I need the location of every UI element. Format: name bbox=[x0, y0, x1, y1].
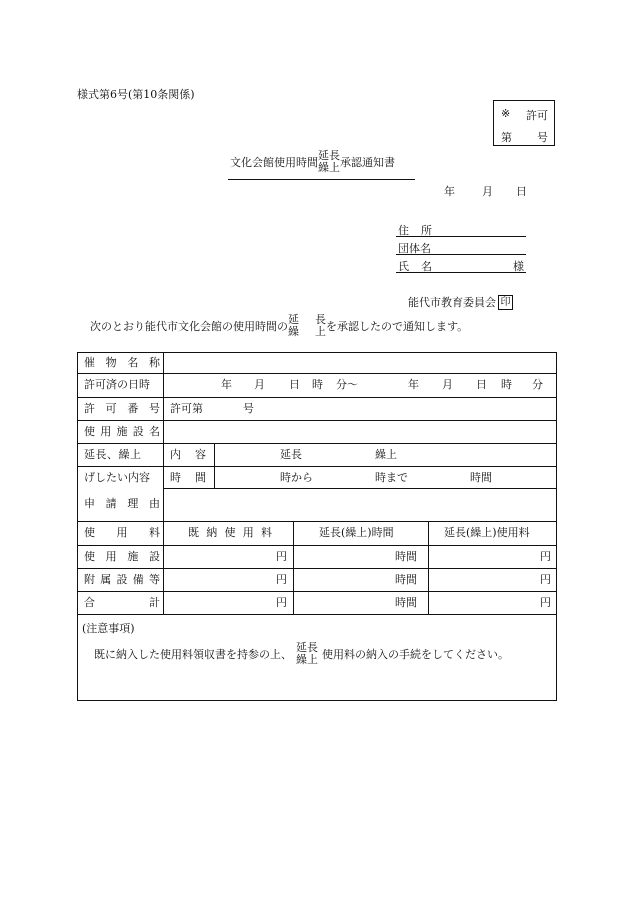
intro-text: 次のとおり能代市文化会館の使用時間の 延 長 繰 上 を承認したので通知します。 bbox=[90, 313, 469, 338]
fee-equipment-hours: 時間 bbox=[395, 573, 417, 586]
permit-stamp-box bbox=[493, 100, 555, 146]
fee-equipment-yen2: 円 bbox=[540, 573, 551, 586]
header-ext-time: 延長(繰上)時間 bbox=[319, 526, 394, 539]
label-time: 時 間 bbox=[170, 471, 206, 484]
label-fee-total: 合 計 bbox=[84, 596, 160, 609]
date-year: 年 bbox=[444, 185, 455, 198]
notes-heading: (注意事項) bbox=[82, 622, 135, 635]
title-extend: 延長 bbox=[318, 149, 340, 162]
label-facility-name: 使 用 施 設 名 bbox=[84, 425, 160, 438]
issuer bbox=[408, 294, 513, 310]
title-move-up: 繰上 bbox=[318, 161, 340, 174]
notes-after: 使用料の納入の手続をしてください。 bbox=[322, 648, 509, 661]
label-permit-number: 許 可 番 号 bbox=[84, 402, 160, 415]
permit-no-prefix: 第 bbox=[501, 131, 512, 144]
fee-facility-yen2: 円 bbox=[540, 550, 551, 563]
address-label: 住 所 bbox=[398, 224, 432, 237]
time-until: 時まで bbox=[375, 471, 408, 484]
notes-before: 既に納入した使用料領収書を持参の上、 bbox=[94, 648, 292, 661]
fee-total-yen2: 円 bbox=[540, 596, 551, 609]
title-suffix: 承認通知書 bbox=[340, 156, 395, 169]
date-month: 月 bbox=[482, 185, 493, 198]
notes-extend: 延長 bbox=[296, 641, 318, 654]
fee-total-hours: 時間 bbox=[395, 596, 417, 609]
label-change-line2: げしたい内容 bbox=[84, 471, 150, 484]
label-change-line1: 延長、繰上 bbox=[84, 448, 142, 461]
address-line bbox=[396, 236, 526, 237]
dt-month-1: 月 bbox=[254, 378, 265, 391]
content-extend: 延長 bbox=[280, 448, 302, 461]
document-title bbox=[230, 150, 395, 174]
header-paid-fee: 既 納 使 用 料 bbox=[188, 526, 272, 539]
fee-facility-hours: 時間 bbox=[395, 550, 417, 563]
permit-no-suffix: 号 bbox=[537, 131, 548, 144]
time-from: 時から bbox=[280, 471, 313, 484]
dt-year-2: 年 bbox=[408, 378, 419, 391]
label-event-name: 催 物 名 称 bbox=[84, 356, 160, 369]
dt-month-2: 月 bbox=[442, 378, 453, 391]
notes-text bbox=[94, 642, 509, 666]
honorific: 様 bbox=[513, 260, 524, 273]
title-underline bbox=[228, 179, 415, 180]
org-label: 団体名 bbox=[398, 242, 431, 255]
org-line bbox=[396, 254, 526, 255]
dt-minute-1: 分〜 bbox=[336, 378, 358, 391]
issuer-name: 能代市教育委員会 bbox=[408, 296, 496, 309]
fee-total-yen: 円 bbox=[276, 596, 287, 609]
time-hours: 時間 bbox=[470, 471, 492, 484]
permit-number-prefix: 許可第 bbox=[170, 402, 203, 415]
dt-minute-2: 分 bbox=[532, 378, 543, 391]
title-prefix: 文化会館使用時間 bbox=[230, 156, 318, 169]
fee-facility-yen: 円 bbox=[276, 550, 287, 563]
content-move-up: 繰上 bbox=[375, 448, 397, 461]
label-content: 内 容 bbox=[170, 448, 206, 461]
dt-hour-1: 時 bbox=[312, 378, 323, 391]
label-reason: 申 請 理 由 bbox=[84, 497, 160, 510]
label-permit-datetime: 許可済の日時 bbox=[84, 378, 150, 391]
name-line bbox=[396, 272, 526, 273]
notes-move-up: 繰上 bbox=[296, 653, 318, 666]
permit-label: 許可 bbox=[526, 109, 548, 122]
label-fee-equipment: 附 属 設 備 等 bbox=[84, 573, 160, 586]
dt-year-1: 年 bbox=[221, 378, 232, 391]
application-table bbox=[77, 352, 557, 701]
header-ext-fee: 延長(繰上)使用料 bbox=[444, 526, 530, 539]
intro-before: 次のとおり能代市文化会館の使用時間の bbox=[90, 320, 288, 333]
seal-icon: 印 bbox=[498, 295, 513, 310]
fee-equipment-yen: 円 bbox=[276, 573, 287, 586]
dt-day-2: 日 bbox=[476, 378, 487, 391]
label-fee: 使 用 料 bbox=[84, 526, 160, 539]
name-label: 氏 名 bbox=[398, 260, 432, 273]
permit-mark: ※ bbox=[501, 107, 511, 120]
date-day: 日 bbox=[516, 185, 527, 198]
label-fee-facility: 使 用 施 設 bbox=[84, 550, 160, 563]
dt-hour-2: 時 bbox=[501, 378, 512, 391]
intro-after: を承認したので通知します。 bbox=[326, 320, 469, 333]
dt-day-1: 日 bbox=[289, 378, 300, 391]
form-number: 様式第6号(第10条関係) bbox=[77, 88, 195, 101]
permit-number-suffix: 号 bbox=[243, 402, 254, 415]
